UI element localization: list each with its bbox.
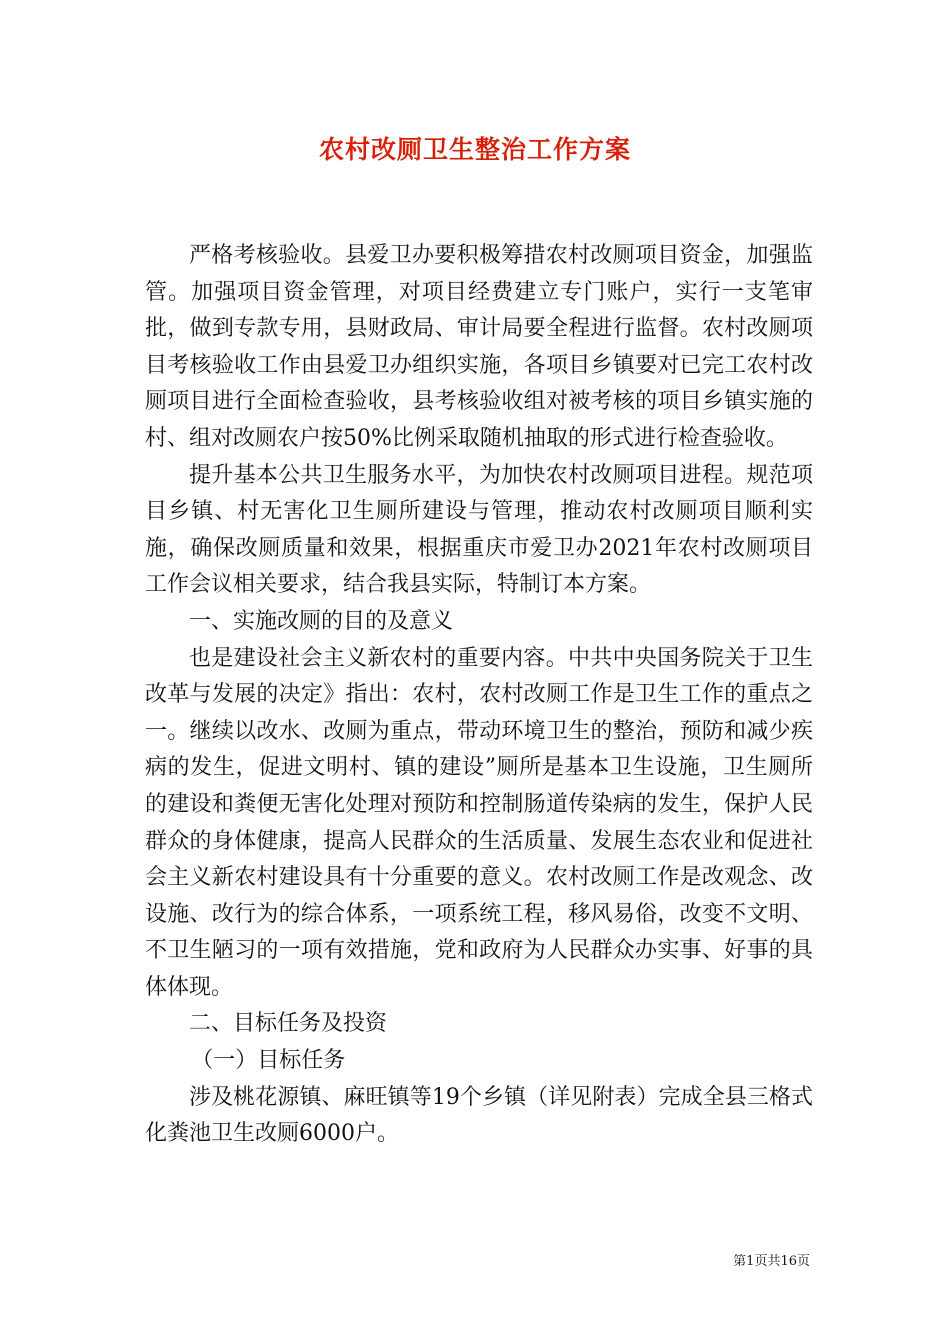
paragraph-targets: 涉及桃花源镇、麻旺镇等19个乡镇（详见附表）完成全县三格式化粪池卫生改厕6000户。 bbox=[145, 1084, 813, 1147]
page-number: 第1页共16页 bbox=[733, 1254, 810, 1269]
document-title: 农村改厕卫生整治工作方案 bbox=[318, 135, 631, 164]
section-heading-1: 一、实施改厕的目的及意义 bbox=[189, 608, 454, 634]
subsection-heading-1: （一）目标任务 bbox=[191, 1048, 346, 1074]
paragraph-acceptance: 严格考核验收。县爱卫办要积极筹措农村改厕项目资金，加强监管。加强项目资金管理，对项目经费建立专门账户，实行一支笔审批，做到专款专用，县财政局、审计局要全程进行监督。农村改厕项目考核验收工作由县爱卫办组织实施，各项目乡镇要对已完工农村改厕项目进行全面检查验收，县考核验收组对被考核的项目乡镇实施的村、组对改厕农户按50%比例采取随机抽取的形式进行检查验收。 bbox=[145, 243, 813, 451]
section-heading-2: 二、目标任务及投资 bbox=[189, 1011, 388, 1037]
paragraph-significance: 也是建设社会主义新农村的重要内容。中共中央国务院关于卫生改革与发展的决定》指出：农村，农村改厕工作是卫生工作的重点之一。继续以改水、改厕为重点，带动环境卫生的整治，预防和减少疾病的发生，促进文明村、镇的建设”厕所是基本卫生设施，卫生厕所的建设和粪便无害化处理对预防和控制肠道传染病的发生，保护人民群众的身体健康，提高人民群众的生活质量、发展生态农业和促进社会主义新农村建设具有十分重要的意义。农村改厕工作是改观念、改设施、改行为的综合体系，一项系统工程，移风易俗，改变不文明、不卫生陋习的一项有效措施，党和政府为人民群众办实事、好事的具体体现。 bbox=[145, 645, 813, 1000]
paragraph-purpose: 提升基本公共卫生服务水平，为加快农村改厕项目进程。规范项目乡镇、村无害化卫生厕所建设与管理，推动农村改厕项目顺利实施，确保改厕质量和效果，根据重庆市爱卫办2021年农村改厕项目工作会议相关要求，结合我县实际，特制订本方案。 bbox=[145, 462, 813, 598]
document-body bbox=[145, 238, 813, 1153]
